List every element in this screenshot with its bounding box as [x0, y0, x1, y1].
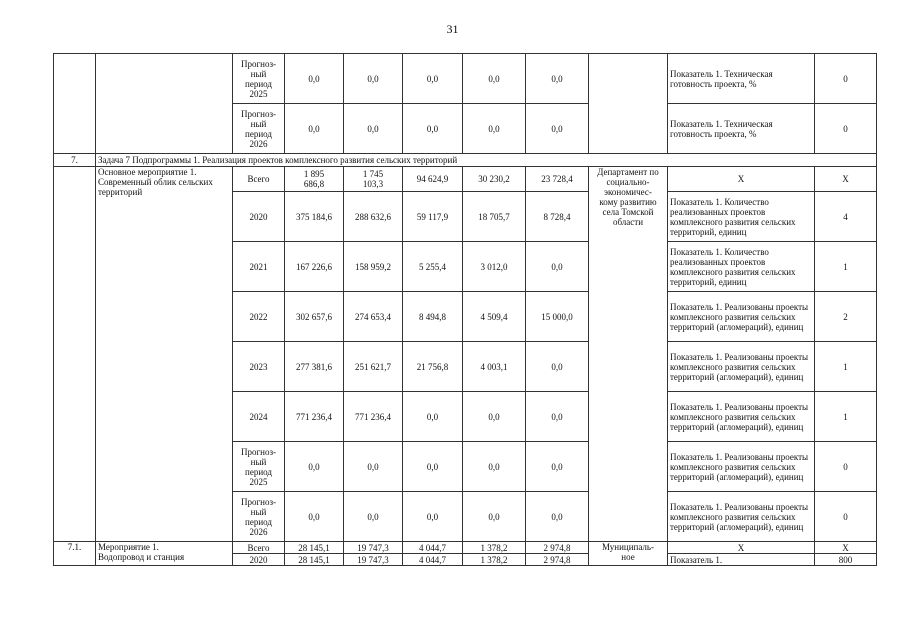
empty-number-cell [54, 54, 96, 154]
value-cell: 4 044,7 [403, 542, 463, 554]
value-cell: 0,0 [526, 442, 589, 492]
value-cell: 15 000,0 [526, 292, 589, 342]
value-cell: 0,0 [344, 104, 403, 154]
indicator-value-cell: Х [815, 167, 877, 192]
indicator-cell: Показатель 1. Реализованы проекты комплексного развития сельских территорий (агломераций), единиц [668, 292, 815, 342]
period-cell: 2023 [233, 342, 285, 392]
value-cell: 0,0 [526, 54, 589, 104]
value-cell: 0,0 [403, 104, 463, 154]
value-cell: 4 003,1 [463, 342, 526, 392]
indicator-value-cell: 4 [815, 192, 877, 242]
empty-executor-cell [589, 54, 668, 154]
value-cell: 0,0 [403, 54, 463, 104]
value-cell: 0,0 [526, 104, 589, 154]
value-cell: 30 230,2 [463, 167, 526, 192]
period-cell: Прогноз- ный период 2025 [233, 442, 285, 492]
value-cell: 771 236,4 [285, 392, 344, 442]
value-cell: 0,0 [526, 392, 589, 442]
period-cell: 2022 [233, 292, 285, 342]
period-cell: 2020 [233, 192, 285, 242]
value-cell: 1 895 686,8 [285, 167, 344, 192]
value-cell: 4 509,4 [463, 292, 526, 342]
value-cell: 0,0 [463, 442, 526, 492]
period-cell: Всего [233, 167, 285, 192]
executor-cell: Муниципаль- ное [589, 542, 668, 566]
value-cell: 0,0 [526, 242, 589, 292]
value-cell: 28 145,1 [285, 542, 344, 554]
indicator-value-cell: Х [815, 542, 877, 554]
value-cell: 288 632,6 [344, 192, 403, 242]
task-title: Задача 7 Подпрограммы 1. Реализация проектов комплексного развития сельских территорий [96, 154, 877, 167]
value-cell: 0,0 [463, 492, 526, 542]
value-cell: 0,0 [344, 492, 403, 542]
value-cell: 19 747,3 [344, 554, 403, 566]
executor-cell: Департамент по социально-экономичес-кому развитию села Томской области [589, 167, 668, 542]
value-cell: 1 378,2 [463, 542, 526, 554]
value-cell: 18 705,7 [463, 192, 526, 242]
value-cell: 0,0 [344, 442, 403, 492]
measure-name: Основное мероприятие 1. Современный облик сельских территорий [96, 167, 233, 542]
measure-name: Мероприятие 1. Водопровод и станция [96, 542, 233, 566]
measure-number: 7.1. [54, 542, 96, 566]
program-table [53, 53, 877, 566]
value-cell: 158 959,2 [344, 242, 403, 292]
value-cell: 0,0 [285, 442, 344, 492]
table-row [54, 167, 877, 192]
indicator-cell: Х [668, 167, 815, 192]
value-cell: 4 044,7 [403, 554, 463, 566]
value-cell: 0,0 [285, 492, 344, 542]
indicator-cell: Показатель 1. Техническая готовность проекта, % [668, 104, 815, 154]
value-cell: 0,0 [403, 442, 463, 492]
task-number: 7. [54, 154, 96, 167]
period-cell: Прогноз- ный период 2025 [233, 54, 285, 104]
value-cell: 771 236,4 [344, 392, 403, 442]
value-cell: 0,0 [526, 342, 589, 392]
value-cell: 251 621,7 [344, 342, 403, 392]
value-cell: 2 974,8 [526, 542, 589, 554]
indicator-cell: Показатель 1. Реализованы проекты комплексного развития сельских территорий (агломераций), единиц [668, 342, 815, 392]
table-row [54, 542, 877, 554]
value-cell: 1 378,2 [463, 554, 526, 566]
indicator-value-cell: 1 [815, 392, 877, 442]
value-cell: 0,0 [526, 492, 589, 542]
value-cell: 375 184,6 [285, 192, 344, 242]
value-cell: 0,0 [403, 392, 463, 442]
period-cell: Всего [233, 542, 285, 554]
indicator-cell: Показатель 1. Реализованы проекты комплексного развития сельских территорий (агломераций), единиц [668, 492, 815, 542]
value-cell: 0,0 [344, 54, 403, 104]
value-cell: 0,0 [463, 104, 526, 154]
period-cell: 2020 [233, 554, 285, 566]
value-cell: 21 756,8 [403, 342, 463, 392]
value-cell: 8 728,4 [526, 192, 589, 242]
period-cell: 2021 [233, 242, 285, 292]
indicator-cell: Показатель 1. [668, 554, 815, 566]
value-cell: 8 494,8 [403, 292, 463, 342]
indicator-value-cell: 0 [815, 442, 877, 492]
page-number: 31 [446, 22, 459, 36]
empty-name-cell [96, 54, 233, 154]
period-cell: Прогноз- ный период 2026 [233, 104, 285, 154]
value-cell: 167 226,6 [285, 242, 344, 292]
value-cell: 0,0 [463, 54, 526, 104]
value-cell: 23 728,4 [526, 167, 589, 192]
indicator-value-cell: 800 [815, 554, 877, 566]
value-cell: 5 255,4 [403, 242, 463, 292]
table-row [54, 54, 877, 104]
period-cell: 2024 [233, 392, 285, 442]
indicator-cell: Показатель 1. Реализованы проекты комплексного развития сельских территорий (агломераций), единиц [668, 392, 815, 442]
indicator-value-cell: 2 [815, 292, 877, 342]
value-cell: 3 012,0 [463, 242, 526, 292]
indicator-cell: Х [668, 542, 815, 554]
indicator-value-cell: 0 [815, 104, 877, 154]
value-cell: 2 974,8 [526, 554, 589, 566]
value-cell: 0,0 [285, 54, 344, 104]
value-cell: 0,0 [463, 392, 526, 442]
value-cell: 277 381,6 [285, 342, 344, 392]
indicator-value-cell: 0 [815, 54, 877, 104]
indicator-value-cell: 0 [815, 492, 877, 542]
value-cell: 302 657,6 [285, 292, 344, 342]
period-cell: Прогноз- ный период 2026 [233, 492, 285, 542]
indicator-cell: Показатель 1. Количество реализованных проектов комплексного развития сельских территорий, единиц [668, 192, 815, 242]
indicator-cell: Показатель 1. Количество реализованных проектов комплексного развития сельских территорий, единиц [668, 242, 815, 292]
value-cell: 274 653,4 [344, 292, 403, 342]
indicator-cell: Показатель 1. Реализованы проекты комплексного развития сельских территорий (агломераций), единиц [668, 442, 815, 492]
empty-number-cell [54, 167, 96, 542]
indicator-value-cell: 1 [815, 242, 877, 292]
value-cell: 28 145,1 [285, 554, 344, 566]
task-row [54, 154, 877, 167]
value-cell: 59 117,9 [403, 192, 463, 242]
value-cell: 0,0 [403, 492, 463, 542]
value-cell: 0,0 [285, 104, 344, 154]
indicator-cell: Показатель 1. Техническая готовность проекта, % [668, 54, 815, 104]
value-cell: 1 745 103,3 [344, 167, 403, 192]
value-cell: 94 624,9 [403, 167, 463, 192]
indicator-value-cell: 1 [815, 342, 877, 392]
value-cell: 19 747,3 [344, 542, 403, 554]
